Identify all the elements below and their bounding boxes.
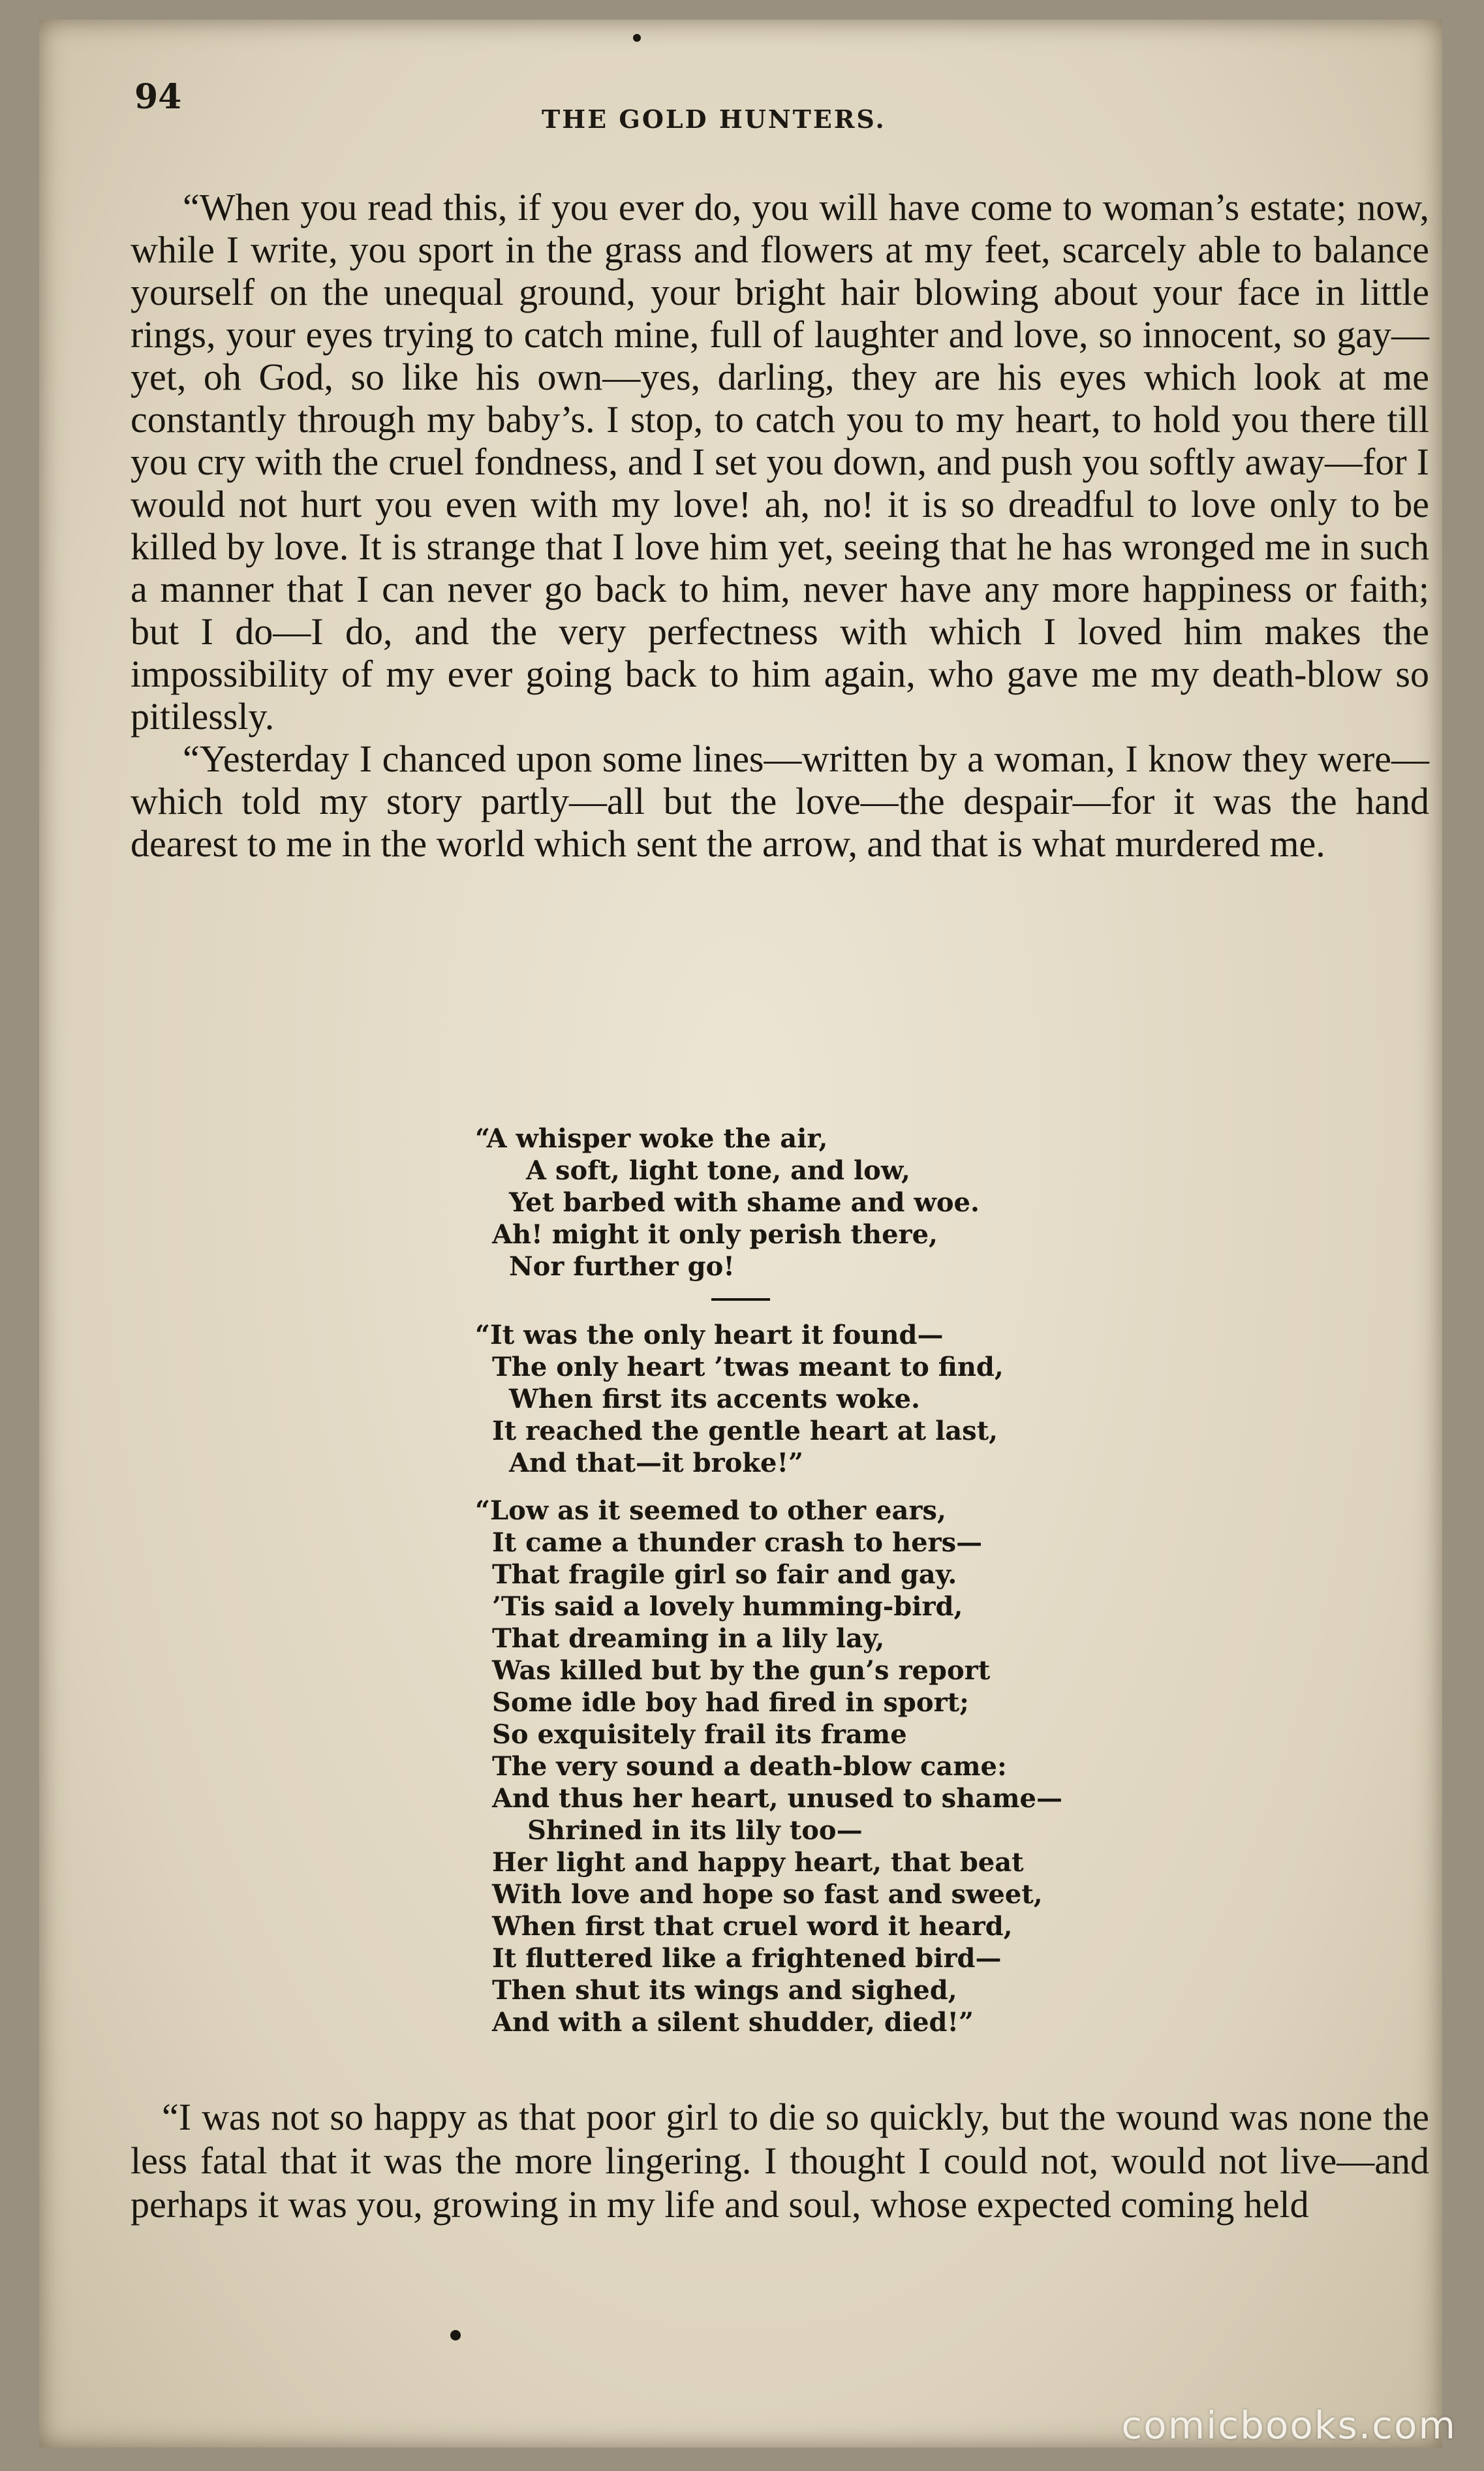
poem-line: ’Tis said a lovely humming-bird, [492, 1591, 963, 1622]
poem-line: It reached the gentle heart at last, [492, 1416, 998, 1446]
poem-line: With love and hope so fast and sweet, [492, 1879, 1043, 1910]
poem-line: “A whisper woke the air, [475, 1123, 828, 1154]
poem-stanza [475, 1495, 1232, 2038]
speck-mark [450, 2330, 461, 2340]
poem-line: It fluttered like a frightened bird— [492, 1943, 1002, 1974]
poem-line: “It was the only heart it found— [475, 1320, 944, 1350]
speck-mark [633, 34, 641, 42]
poem [475, 1123, 1232, 2038]
poem-line: When first its accents woke. [509, 1384, 920, 1414]
poem-line: Nor further go! [509, 1251, 735, 1282]
poem-line: Was killed but by the gun’s report [492, 1655, 991, 1686]
poem-stanza [475, 1123, 1232, 1282]
section-divider [711, 1298, 770, 1301]
poem-line: And thus her heart, unused to shame— [492, 1783, 1062, 1814]
poem-line: When first that cruel word it heard, [492, 1911, 1013, 1942]
body-text [131, 186, 1429, 865]
paragraph: “I was not so happy as that poor girl to die so quickly, but the wound was none the less fatal that it was the more lingering. I thought I could not, would not live—and perhaps it was you, growing in my life and soul, whose expected coming held [131, 2096, 1429, 2226]
poem-line: That fragile girl so fair and gay. [492, 1559, 957, 1590]
poem-line: It came a thunder crash to hers— [492, 1527, 983, 1558]
watermark-logo: comicbooks.com [1121, 2403, 1457, 2448]
poem-line: And that—it broke!” [509, 1448, 804, 1478]
closing-text [131, 2095, 1429, 2226]
poem-line: The only heart ’twas meant to find, [492, 1352, 1004, 1382]
poem-line: Her light and happy heart, that beat [492, 1847, 1024, 1878]
poem-line: So exquisitely frail its frame [492, 1719, 907, 1750]
poem-line: A soft, light tone, and low, [526, 1155, 910, 1186]
poem-line: The very sound a death-blow came: [492, 1751, 1007, 1782]
poem-line: Shrined in its lily too— [527, 1815, 863, 1846]
paragraph: “When you read this, if you ever do, you will have come to woman’s estate; now, while I write, you sport in the grass and flowers at my feet, scarcely able to balance yourself on the unequal ground, your bright hair blowing about your face in little rings, your eyes trying to catch mine, full of laughter and love, so innocent, so gay—yet, oh God, so like his own—yes, darling, they are his eyes which look at me constantly through my baby’s. I stop, to catch you to my heart, to hold you there till you cry with the cruel fondness, and I set you down, and push you softly away—for I would not hurt you even with my love! ah, no! it is so dreadful to love only to be killed by love. It is strange that I love him yet, seeing that he has wronged me in such a manner that I can never go back to him, never have any more happiness or faith; but I do—I do, and the very perfectness with which I loved him makes the impossibility of my ever going back to him again, who gave me my death-blow so pitilessly. [131, 186, 1429, 738]
poem-line: Ah! might it only perish there, [492, 1219, 938, 1250]
page-header [39, 77, 1442, 142]
poem-line: Some idle boy had fired in sport; [492, 1687, 969, 1718]
page-number: 94 [134, 77, 182, 117]
running-title: THE GOLD HUNTERS. [542, 104, 886, 134]
poem-line: “Low as it seemed to other ears, [475, 1495, 946, 1526]
poem-stanza [475, 1319, 1232, 1479]
book-page [39, 20, 1442, 2448]
poem-line: That dreaming in a lily lay, [492, 1623, 885, 1654]
poem-line: And with a silent shudder, died!” [492, 2007, 974, 2038]
poem-line: Then shut its wings and sighed, [492, 1975, 957, 2006]
poem-line: Yet barbed with shame and woe. [509, 1187, 980, 1218]
paragraph: “Yesterday I chanced upon some lines—written by a woman, I know they were—which told my story partly—all but the love—the despair—for it was the hand dearest to me in the world which sent the arrow, and that is what murdered me. [131, 738, 1429, 865]
